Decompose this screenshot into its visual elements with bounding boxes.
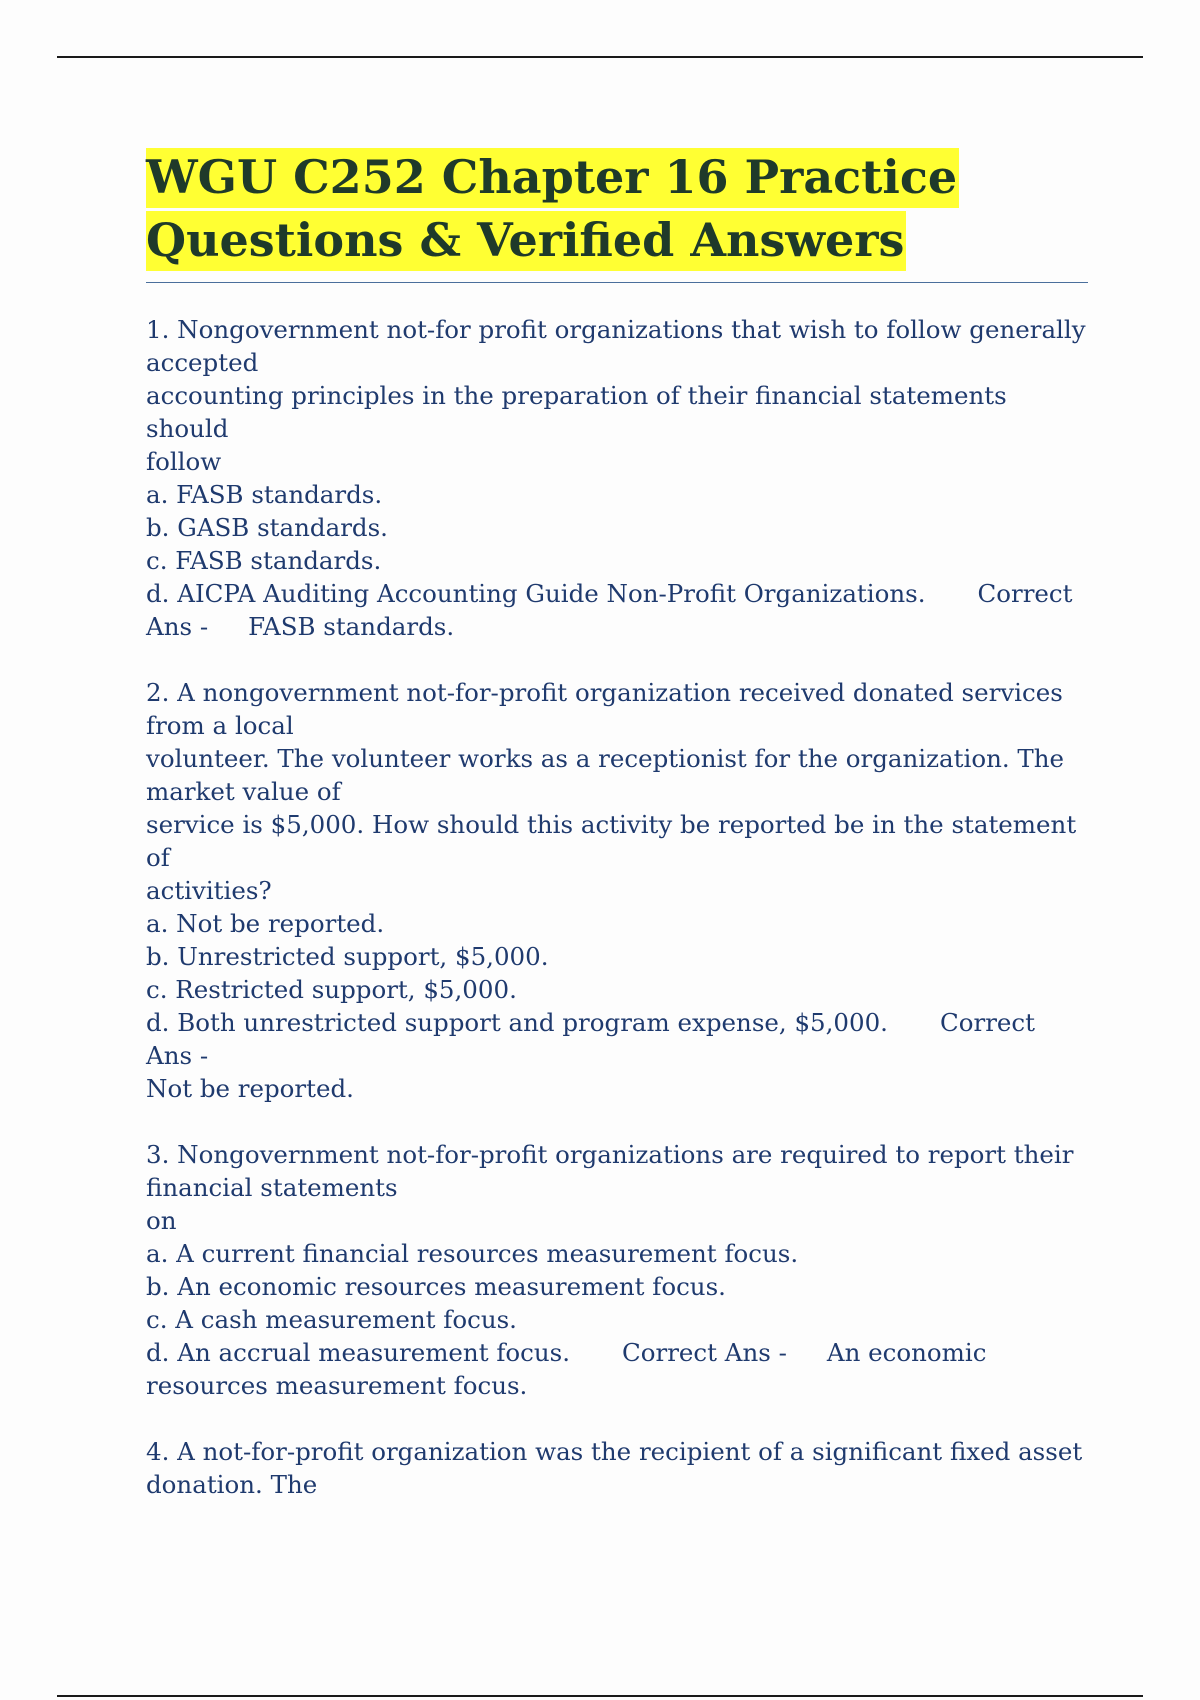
correct-answer-label-cont: Ans - <box>146 612 209 641</box>
question-stem-line: follow <box>146 447 222 476</box>
question-1 <box>146 313 1088 643</box>
answer-option-d-line <box>146 577 1088 610</box>
title-line-1: WGU C252 Chapter 16 Practice <box>146 148 959 208</box>
question-stem-line: donation. The <box>146 1470 318 1499</box>
answer-option-b: b. An economic resources measurement focus. <box>146 1272 726 1301</box>
question-stem-line: 2. A nongovernment not-for-profit organization received donated services <box>146 678 1063 707</box>
question-stem-line: accepted <box>146 348 259 377</box>
question-4 <box>146 1435 1088 1501</box>
answer-option-d: d. An accrual measurement focus. <box>146 1338 571 1367</box>
answer-option-d-line <box>146 1006 1088 1072</box>
correct-answer-line <box>146 1369 1088 1402</box>
document-title <box>146 146 1088 272</box>
question-2 <box>146 676 1088 1105</box>
answer-option-d-line <box>146 1336 1088 1369</box>
correct-answer-text: resources measurement focus. <box>146 1371 528 1400</box>
answer-option-d: d. AICPA Auditing Accounting Guide Non-Profit Organizations. <box>146 579 926 608</box>
answer-option-a: a. FASB standards. <box>146 480 383 509</box>
document-content <box>146 146 1088 1534</box>
question-stem-line: 4. A not-for-profit organization was the recipient of a significant fixed asset <box>146 1437 1083 1466</box>
title-separator <box>146 282 1088 283</box>
question-stem-line: on <box>146 1206 177 1235</box>
correct-answer-line <box>146 610 1088 643</box>
question-list <box>146 313 1088 1501</box>
correct-answer-label: Correct Ans - <box>622 1338 787 1367</box>
correct-answer-text: FASB standards. <box>248 612 455 641</box>
answer-option-c: c. Restricted support, $5,000. <box>146 975 517 1004</box>
question-stem-line: service is $5,000. How should this activity be reported be in the statement of <box>146 810 1077 872</box>
answer-option-c: c. FASB standards. <box>146 546 382 575</box>
answer-option-a: a. Not be reported. <box>146 909 385 938</box>
question-stem-line: activities? <box>146 876 272 905</box>
answer-option-b: b. GASB standards. <box>146 513 388 542</box>
question-stem-line: volunteer. The volunteer works as a receptionist for the organization. The <box>146 744 1065 773</box>
correct-answer-label: Correct Ans - <box>146 1008 1035 1070</box>
question-stem-line: from a local <box>146 711 294 740</box>
answer-option-d: d. Both unrestricted support and program expense, $5,000. <box>146 1008 888 1037</box>
answer-option-a: a. A current financial resources measurement focus. <box>146 1239 799 1268</box>
correct-answer-text-start: An economic <box>826 1338 987 1367</box>
footer-rule <box>57 1695 1143 1697</box>
title-line-2: Questions & Verified Answers <box>146 211 906 271</box>
header-rule <box>57 56 1143 58</box>
question-3 <box>146 1138 1088 1402</box>
question-stem-line: market value of <box>146 777 341 806</box>
answer-option-c: c. A cash measurement focus. <box>146 1305 517 1334</box>
question-stem-line: 1. Nongovernment not-for profit organizations that wish to follow generally <box>146 315 1086 344</box>
correct-answer-line <box>146 1072 1088 1105</box>
answer-option-b: b. Unrestricted support, $5,000. <box>146 942 549 971</box>
question-stem-line: accounting principles in the preparation of their financial statements should <box>146 381 1007 443</box>
correct-answer-text: Not be reported. <box>146 1074 354 1103</box>
correct-answer-label: Correct <box>977 579 1073 608</box>
question-stem-line: financial statements <box>146 1173 398 1202</box>
question-stem-line: 3. Nongovernment not-for-profit organizations are required to report their <box>146 1140 1074 1169</box>
